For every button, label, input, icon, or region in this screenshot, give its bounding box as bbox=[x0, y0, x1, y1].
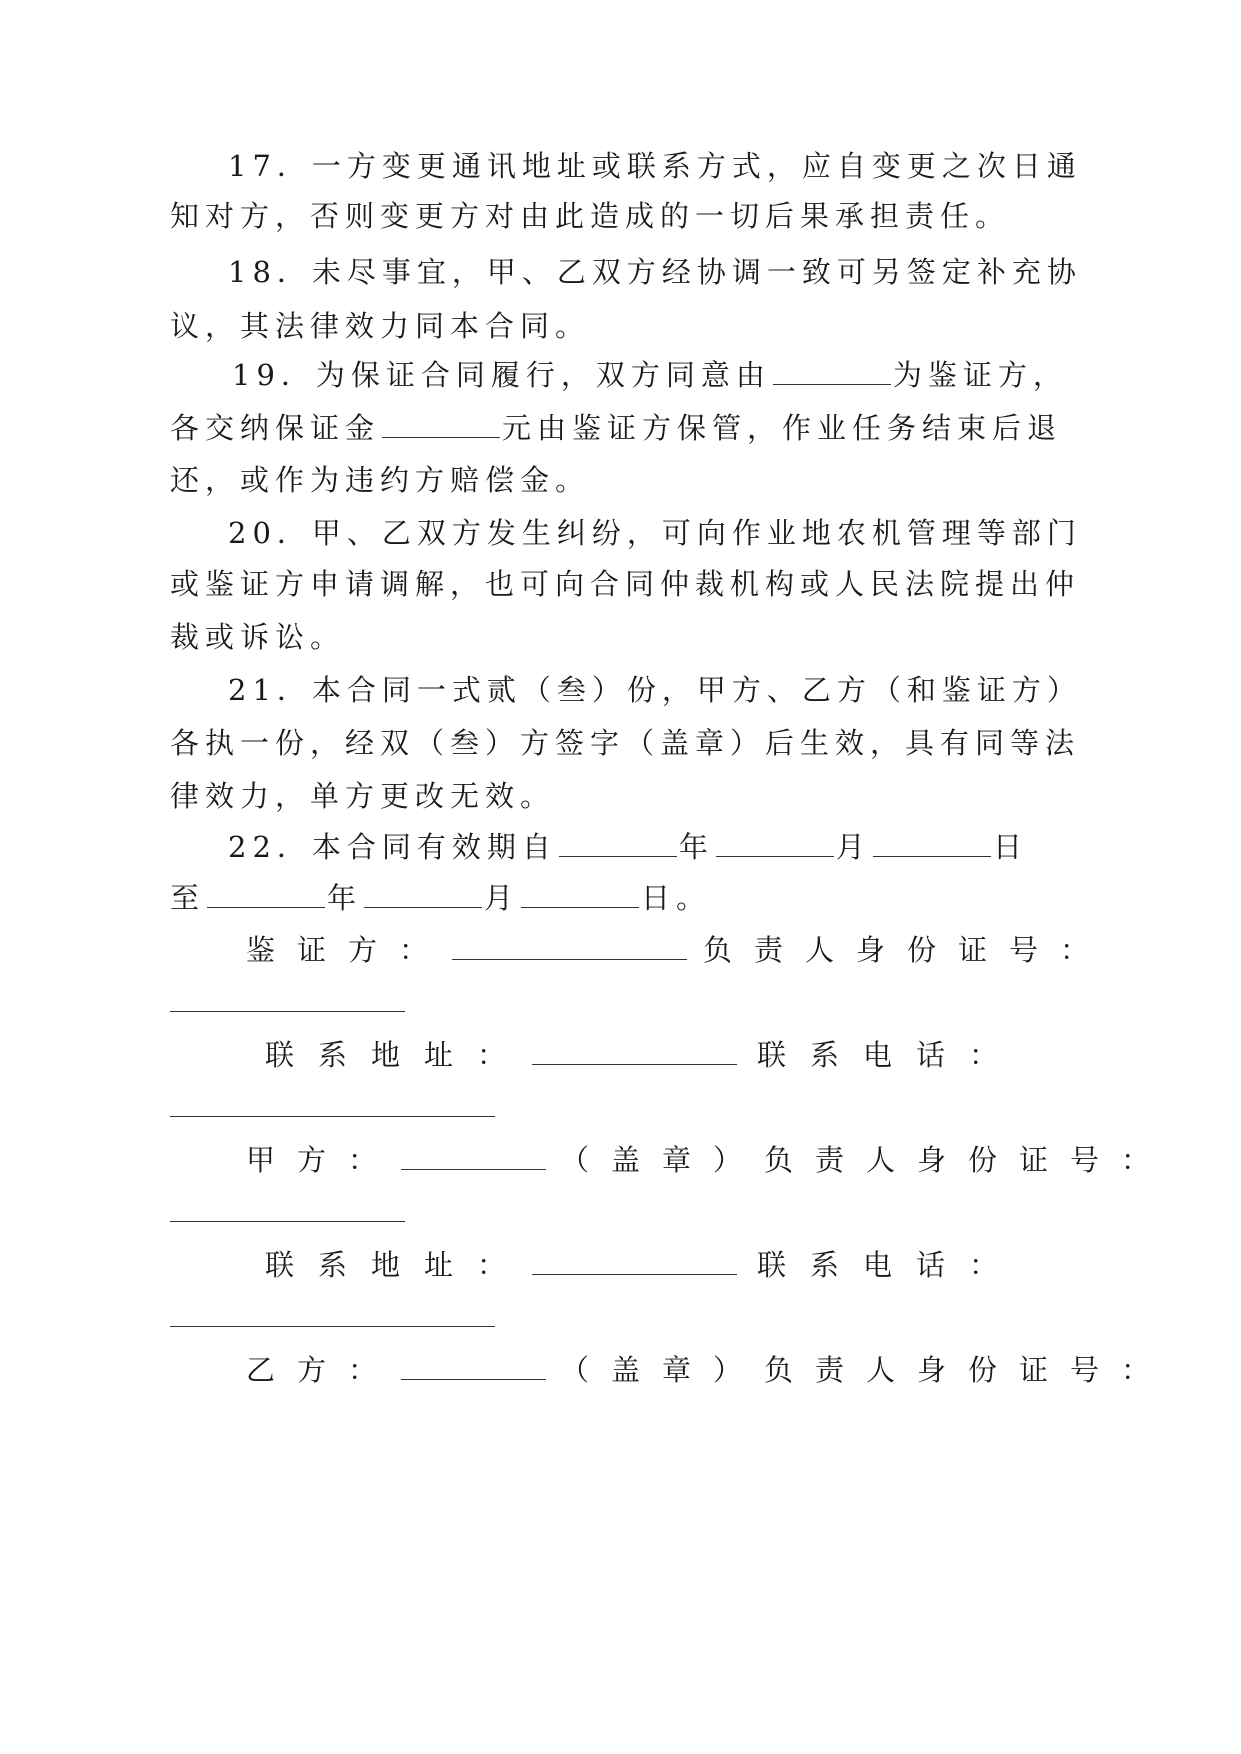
clause-22-day-2: 日。 bbox=[641, 881, 712, 915]
witness-address-blank[interactable] bbox=[532, 1038, 737, 1065]
end-month-blank[interactable] bbox=[364, 881, 482, 908]
clause-22-line-2 bbox=[170, 878, 711, 918]
clause-17-line-1: 17．一方变更通讯地址或联系方式，应自变更之次日通 bbox=[228, 149, 1082, 183]
clause-19-text-d: 元由鉴证方保管，作业任务结束后退 bbox=[502, 411, 1063, 445]
party-b-signature-line bbox=[246, 1350, 1172, 1390]
witness-phone-label: 联系电话： bbox=[757, 1038, 1023, 1072]
witness-phone-blank[interactable] bbox=[170, 1115, 495, 1117]
clause-18-line-2: 议，其法律效力同本合同。 bbox=[170, 309, 591, 343]
clause-22-text-b: 至 bbox=[170, 881, 206, 915]
deposit-amount-blank[interactable] bbox=[382, 411, 500, 438]
witness-signature-line bbox=[246, 930, 1111, 970]
party-b-label: 乙方： bbox=[246, 1353, 400, 1387]
party-a-id-label: 负责人身份证号： bbox=[764, 1143, 1173, 1177]
clause-22-month: 月 bbox=[835, 830, 871, 864]
party-a-name-blank[interactable] bbox=[401, 1143, 546, 1170]
witness-label: 鉴证方： bbox=[246, 933, 451, 967]
party-b-id-label: 负责人身份证号： bbox=[764, 1353, 1173, 1387]
clause-19-line-2 bbox=[170, 408, 1062, 448]
clause-19-line-1 bbox=[232, 355, 1068, 395]
party-a-address-blank[interactable] bbox=[532, 1248, 737, 1275]
start-month-blank[interactable] bbox=[716, 830, 834, 857]
party-a-id-blank[interactable] bbox=[170, 1220, 405, 1222]
party-a-signature-line bbox=[246, 1140, 1172, 1180]
clause-21-line-3: 律效力，单方更改无效。 bbox=[170, 779, 556, 813]
clause-20-line-3: 裁或诉讼。 bbox=[170, 620, 346, 654]
clause-22-day: 日 bbox=[992, 830, 1028, 864]
clause-19-line-3: 还，或作为违约方赔偿金。 bbox=[170, 463, 591, 497]
clause-22-month-2: 月 bbox=[484, 881, 520, 915]
start-year-blank[interactable] bbox=[559, 830, 677, 857]
party-a-seal-label: （盖章） bbox=[560, 1143, 765, 1177]
party-a-phone-label: 联系电话： bbox=[757, 1248, 1023, 1282]
clause-18-line-1: 18．未尽事宜，甲、乙双方经协调一致可另签定补充协 bbox=[228, 255, 1082, 289]
clause-21-line-2: 各执一份，经双（叁）方签字（盖章）后生效，具有同等法 bbox=[170, 726, 1081, 760]
clause-21-line-1: 21．本合同一式贰（叁）份，甲方、乙方（和鉴证方） bbox=[228, 673, 1082, 707]
witness-contact-line bbox=[265, 1035, 1022, 1075]
start-day-blank[interactable] bbox=[873, 830, 991, 857]
party-b-name-blank[interactable] bbox=[401, 1353, 546, 1380]
party-b-seal-label: （盖章） bbox=[560, 1353, 765, 1387]
clause-22-line-1 bbox=[228, 827, 1028, 867]
clause-20-line-1: 20．甲、乙双方发生纠纷，可向作业地农机管理等部门 bbox=[228, 516, 1082, 550]
clause-22-year: 年 bbox=[678, 830, 714, 864]
end-day-blank[interactable] bbox=[521, 881, 639, 908]
witness-address-label: 联系地址： bbox=[265, 1038, 531, 1072]
clause-19-text-b: 为鉴证方， bbox=[892, 358, 1068, 392]
end-year-blank[interactable] bbox=[207, 881, 325, 908]
party-a-contact-line bbox=[265, 1245, 1022, 1285]
witness-party-blank[interactable] bbox=[773, 358, 891, 385]
witness-name-blank[interactable] bbox=[452, 933, 687, 960]
clause-19-text-c: 各交纳保证金 bbox=[170, 411, 381, 445]
clause-22-year-2: 年 bbox=[327, 881, 363, 915]
clause-22-text-a: 22．本合同有效期自 bbox=[228, 830, 557, 864]
party-a-address-label: 联系地址： bbox=[265, 1248, 531, 1282]
clause-19-text-a: 19．为保证合同履行，双方同意由 bbox=[232, 358, 771, 392]
clause-17-line-2: 知对方，否则变更方对由此造成的一切后果承担责任。 bbox=[170, 199, 1011, 233]
party-a-phone-blank[interactable] bbox=[170, 1325, 495, 1327]
witness-id-label: 负责人身份证号： bbox=[703, 933, 1112, 967]
clause-20-line-2: 或鉴证方申请调解，也可向合同仲裁机构或人民法院提出仲 bbox=[170, 567, 1081, 601]
witness-id-blank[interactable] bbox=[170, 1010, 405, 1012]
party-a-label: 甲方： bbox=[246, 1143, 400, 1177]
